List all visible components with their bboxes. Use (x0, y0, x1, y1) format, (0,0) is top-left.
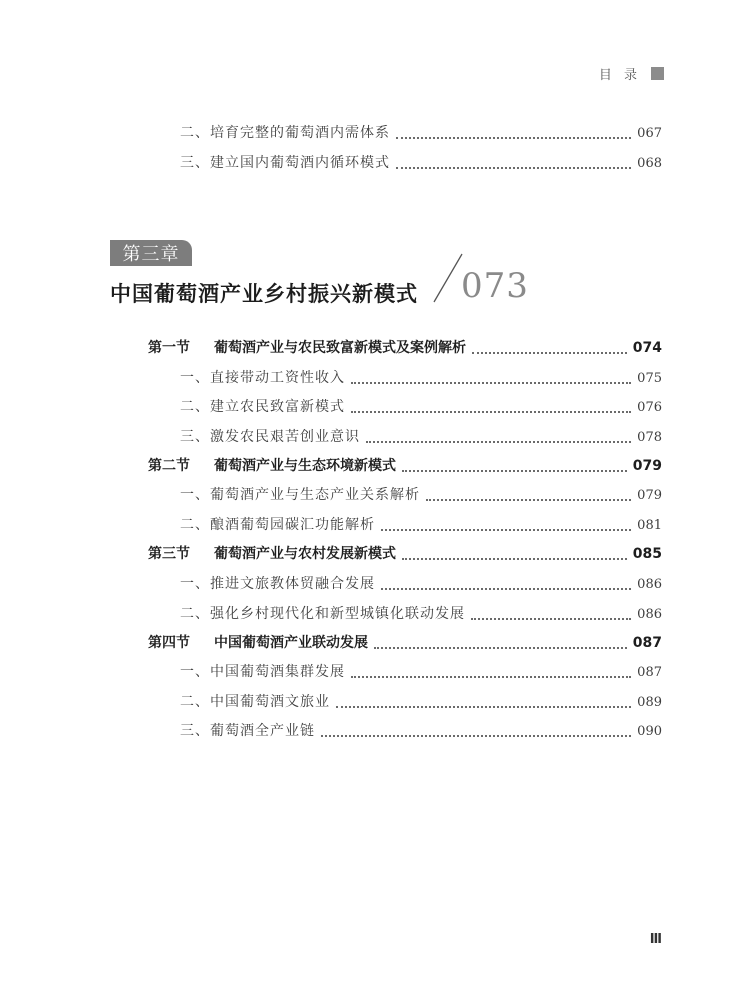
toc-entry-page: 090 (637, 724, 662, 739)
section-entry[interactable] (0, 455, 750, 479)
dot-leader (381, 528, 631, 531)
running-head (599, 64, 664, 83)
toc-entry[interactable] (0, 691, 750, 715)
dot-leader (351, 410, 631, 413)
dot-leader (402, 557, 627, 560)
running-head-label: 目 录 (598, 68, 641, 83)
toc-entry-page: 075 (637, 371, 662, 386)
toc-entry[interactable] (0, 573, 750, 597)
section-title-wrap (148, 337, 466, 357)
dot-leader (472, 351, 627, 354)
toc-entry-page: 068 (637, 156, 662, 171)
dot-leader (402, 469, 627, 472)
toc-entry-page: 081 (637, 518, 662, 533)
section-entry[interactable] (0, 543, 750, 567)
section-page: 085 (632, 546, 662, 562)
toc-entry[interactable] (0, 426, 750, 450)
toc-entry-title: 二、强化乡村现代化和新型城镇化联动发展 (180, 606, 465, 622)
section-title-wrap (148, 543, 396, 563)
dot-leader (321, 734, 631, 737)
toc-entry-title: 三、葡萄酒全产业链 (180, 723, 315, 739)
dot-leader (381, 587, 631, 590)
dot-leader (426, 498, 631, 501)
toc-entry-title: 二、培育完整的葡萄酒内需体系 (180, 125, 390, 141)
toc-entry-title: 一、葡萄酒产业与生态产业关系解析 (180, 487, 420, 503)
section-title: 葡萄酒产业与农民致富新模式及案例解析 (214, 340, 466, 356)
toc-entry-title: 一、直接带动工资性收入 (180, 370, 345, 386)
page-folio: Ⅲ (649, 932, 662, 947)
toc-entry-page: 067 (637, 126, 662, 141)
chapter-tag: 第三章 (110, 240, 192, 266)
section-number: 第二节 (148, 458, 190, 474)
toc-entry[interactable] (0, 396, 750, 420)
toc-entry-title: 二、酿酒葡萄园碳汇功能解析 (180, 517, 375, 533)
toc-entry-page: 078 (637, 430, 662, 445)
toc-entry[interactable] (0, 720, 750, 744)
section-number: 第一节 (148, 340, 190, 356)
toc-entry[interactable] (0, 661, 750, 685)
section-number: 第四节 (148, 635, 190, 651)
toc-entry-title: 二、中国葡萄酒文旅业 (180, 694, 330, 710)
toc-entry-title: 二、建立农民致富新模式 (180, 399, 345, 415)
chapter-page-number: 073 (461, 266, 529, 306)
toc-entry[interactable] (0, 367, 750, 391)
dot-leader (351, 675, 631, 678)
toc-entry-title: 一、推进文旅教体贸融合发展 (180, 576, 375, 592)
dot-leader (396, 166, 631, 169)
toc-entry-page: 086 (637, 607, 662, 622)
section-entry[interactable] (0, 632, 750, 656)
toc-entry-page: 087 (637, 665, 662, 680)
toc-entry-title: 三、建立国内葡萄酒内循环模式 (180, 155, 390, 171)
dot-leader (374, 646, 627, 649)
dot-leader (396, 136, 631, 139)
dot-leader (366, 440, 631, 443)
running-head-square-icon (651, 67, 664, 80)
dot-leader (336, 705, 631, 708)
toc-entry-page: 076 (637, 400, 662, 415)
dot-leader (471, 617, 631, 620)
toc-entry-page: 089 (637, 695, 662, 710)
toc-entry[interactable] (0, 152, 750, 176)
toc-entry[interactable] (0, 514, 750, 538)
toc-entry-title: 一、中国葡萄酒集群发展 (180, 664, 345, 680)
section-title-wrap (148, 632, 368, 652)
chapter-title[interactable]: 中国葡萄酒产业乡村振兴新模式 (110, 282, 418, 306)
toc-entry-page: 079 (637, 488, 662, 503)
toc-entry-page: 086 (637, 577, 662, 592)
section-page: 087 (632, 635, 662, 651)
section-number: 第三节 (148, 546, 190, 562)
section-title: 中国葡萄酒产业联动发展 (214, 635, 368, 651)
dot-leader (351, 381, 631, 384)
toc-entry[interactable] (0, 603, 750, 627)
toc-entry[interactable] (0, 484, 750, 508)
section-title-wrap (148, 455, 396, 475)
section-page: 074 (632, 340, 662, 356)
toc-entry[interactable] (0, 122, 750, 146)
section-title: 葡萄酒产业与农村发展新模式 (214, 546, 396, 562)
toc-entry-title: 三、激发农民艰苦创业意识 (180, 429, 360, 445)
section-page: 079 (632, 458, 662, 474)
section-entry[interactable] (0, 337, 750, 361)
section-title: 葡萄酒产业与生态环境新模式 (214, 458, 396, 474)
